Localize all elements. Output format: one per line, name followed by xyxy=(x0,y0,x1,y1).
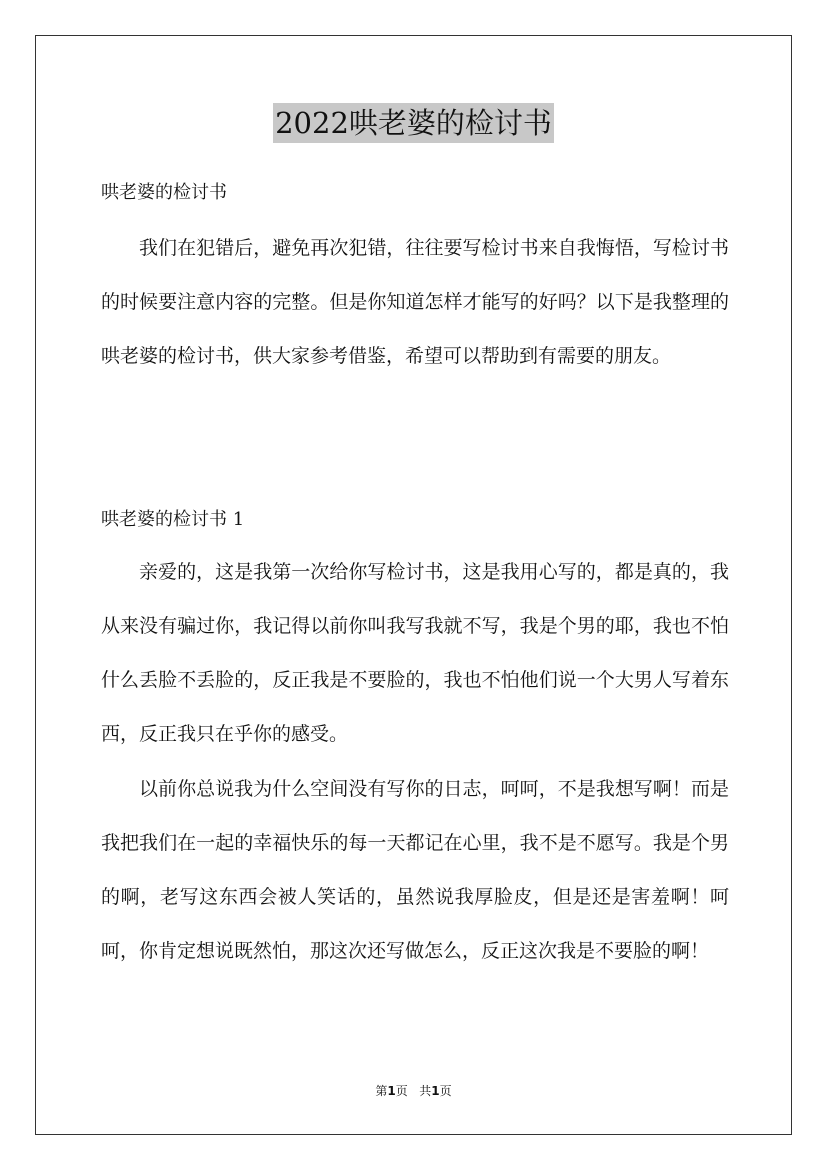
body-paragraph-1: 亲爱的，这是我第一次给你写检讨书，这是我用心写的，都是真的，我从来没有骗过你，我记得以前你叫我写我就不写，我是个男的耶，我也不怕什么丢脸不丢脸的，反正我是不要脸的，我也不怕他们说一个大男人写着东西，反正我只在乎你的感受。 xyxy=(101,561,729,745)
page-suffix: 页 xyxy=(395,1084,408,1098)
total-suffix: 页 xyxy=(439,1084,452,1098)
page-prefix: 第 xyxy=(375,1084,388,1098)
page-footer xyxy=(0,1083,827,1099)
document-subtitle: 哄老婆的检讨书 xyxy=(101,182,227,203)
section-heading: 哄老婆的检讨书 1 xyxy=(101,509,245,530)
total-pages: 1 xyxy=(431,1084,440,1098)
intro-paragraph: 我们在犯错后，避免再次犯错，往往要写检讨书来自我悔悟，写检讨书的时候要注意内容的完整。但是你知道怎样才能写的好吗？以下是我整理的哄老婆的检讨书，供大家参考借鉴，希望可以帮助到有需要的朋友。 xyxy=(101,237,729,367)
body-paragraph-2: 以前你总说我为什么空间没有写你的日志，呵呵，不是我想写啊！而是我把我们在一起的幸福快乐的每一天都记在心里，我不是不愿写。我是个男的啊，老写这东西会被人笑话的，虽然说我厚脸皮，但是还是害羞啊！呵呵，你肯定想说既然怕，那这次还写做怎么，反正这次我是不要脸的啊！ xyxy=(101,778,729,962)
page-number: 1 xyxy=(387,1084,396,1098)
title-container xyxy=(0,103,827,143)
document-title: 2022哄老婆的检讨书 xyxy=(273,103,554,143)
total-prefix: 共 xyxy=(419,1084,432,1098)
